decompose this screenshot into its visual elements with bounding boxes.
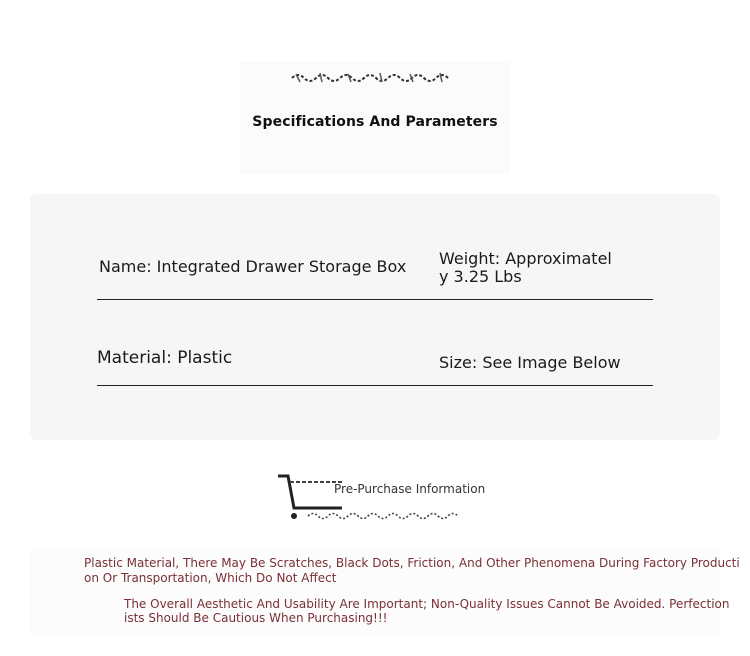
spec-header (240, 62, 510, 174)
spec-card (30, 194, 720, 440)
pre-purchase-title: Pre-Purchase Information (334, 482, 486, 496)
note-2-line-2: ists Should Be Cautious When Purchasing!!! (124, 611, 388, 625)
note-1-line-1: Plastic Material, There May Be Scratches, Black Dots, Friction, And Other Phenomena During Factory Producti (84, 556, 740, 570)
pre-purchase-header (276, 468, 486, 526)
script-subtitle-icon (304, 510, 474, 522)
section-title: Specifications And Parameters (252, 114, 498, 130)
spec-weight-line1: Weight: Approximatel (439, 249, 612, 268)
script-logo-icon (290, 70, 460, 86)
spec-weight-line2: y 3.25 Lbs (439, 267, 522, 286)
divider-line (97, 299, 653, 300)
spec-material: Material: Plastic (97, 348, 233, 368)
divider-line (97, 385, 653, 386)
spec-name: Name: Integrated Drawer Storage Box (99, 257, 407, 276)
note-2-line-1: The Overall Aesthetic And Usability Are Important; Non-Quality Issues Cannot Be Avoided. Perfection (124, 597, 730, 611)
note-1-line-2: on Or Transportation, Which Do Not Affect (84, 571, 337, 585)
spec-size: Size: See Image Below (439, 353, 621, 372)
